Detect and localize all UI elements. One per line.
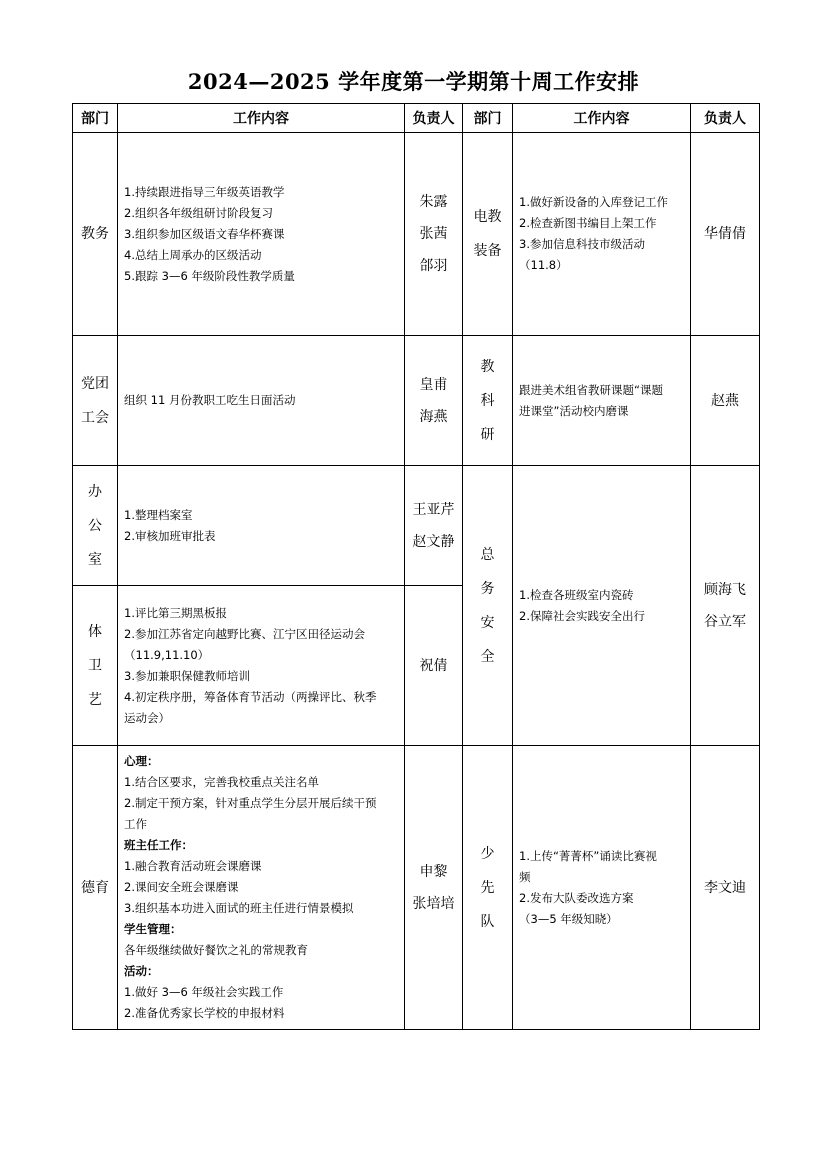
dept-char: 务	[480, 580, 495, 597]
dept-jiaowu: 教务	[73, 133, 118, 336]
header-content-2: 工作内容	[513, 104, 691, 133]
content-shaoxiandui	[513, 746, 691, 1030]
jiaowu-item: 5.跟踪 3—6 年级阶段性教学质量	[124, 268, 295, 283]
header-dept-2: 部门	[463, 104, 513, 133]
dept-char: 公	[88, 517, 102, 534]
content-jiaokeyan	[513, 336, 691, 466]
deyu-item: 2.课间安全班会课磨课	[124, 880, 239, 894]
dept-bangongshi	[73, 466, 118, 586]
deyu-item: 各年级继续做好餐饮之礼的常规教育	[124, 943, 308, 957]
zongwu-item: 1.检查各班级室内瓷砖	[519, 587, 634, 602]
content-dianjiao	[513, 133, 691, 336]
owner-name: 皇甫	[419, 376, 448, 393]
owner-deyu	[405, 746, 463, 1030]
dept-char: 工会	[81, 409, 109, 426]
owner-name: 赵文静	[412, 533, 455, 550]
owner-name: 张茜	[419, 226, 448, 242]
shaoxiandui-item: （3—5 年级知晓）	[519, 911, 618, 926]
dept-char: 科	[480, 392, 495, 409]
content-zongwu	[513, 466, 691, 746]
row-dangtuan	[73, 336, 760, 466]
header-content: 工作内容	[118, 104, 405, 133]
row-bangongshi	[73, 466, 760, 586]
jiaowu-item: 2.组织各年级组研讨阶段复习	[124, 205, 273, 220]
dept-char: 体	[88, 623, 102, 640]
tiweiyi-item: 2.参加江苏省定向越野比赛、江宁区田径运动会	[124, 626, 365, 641]
dept-char: 总	[480, 546, 495, 563]
owner-name: 郃羽	[419, 258, 448, 274]
header-dept: 部门	[73, 104, 118, 133]
owner-name: 张培培	[412, 895, 455, 912]
dianjiao-item: 1.做好新设备的入库登记工作	[519, 195, 668, 209]
content-dangtuan	[118, 336, 405, 466]
schedule-table	[72, 103, 760, 1030]
deyu-item: 工作	[124, 817, 147, 831]
dept-char: 教	[480, 358, 495, 375]
dept-char: 先	[480, 879, 495, 896]
tiweiyi-item: （11.9,11.10）	[124, 647, 210, 662]
row-deyu	[73, 746, 760, 1030]
owner-jiaowu	[405, 133, 463, 336]
tiweiyi-item: 4.初定秩序册，筹备体育节活动（两操评比、秋季	[124, 689, 377, 704]
shaoxiandui-item: 2.发布大队委改选方案	[519, 890, 634, 905]
jiaowu-item: 4.总结上周承办的区级活动	[124, 247, 262, 262]
dept-dianjiao	[463, 133, 513, 336]
header-owner-2: 负责人	[691, 104, 760, 133]
dept-char: 少	[480, 845, 495, 862]
zongwu-item: 2.保障社会实践安全出行	[519, 608, 645, 623]
owner-name: 海燕	[419, 408, 448, 425]
dept-char: 办	[88, 483, 102, 500]
page-title: 2024—2025 学年度第一学期第十周工作安排	[187, 69, 640, 94]
jiaowu-item: 3.组织参加区级语文春华杯赛课	[124, 226, 285, 241]
row-jiaowu	[73, 133, 760, 336]
dept-char: 安	[480, 614, 495, 631]
section-heading: 班主任工作：	[124, 838, 193, 852]
dept-shaoxiandui	[463, 746, 513, 1030]
dept-char: 研	[480, 426, 495, 443]
owner-shaoxiandui: 李文迪	[691, 746, 760, 1030]
content-tiweiyi	[118, 586, 405, 746]
owner-name: 顾海飞	[704, 581, 746, 598]
dangtuan-item: 组织 11 月份教职工吃生日面活动	[124, 393, 296, 407]
dept-jiaokeyan	[463, 336, 513, 466]
dept-char: 电教	[473, 209, 502, 225]
dept-char: 艺	[88, 691, 102, 708]
owner-jiaokeyan: 赵燕	[691, 336, 760, 466]
tiweiyi-item: 1.评比第三期黑板报	[124, 605, 227, 620]
dept-tiweiyi	[73, 586, 118, 746]
dianjiao-item: 2.检查新图书编目上架工作	[519, 216, 657, 230]
dept-char: 室	[88, 551, 102, 568]
tiweiyi-item: 运动会）	[124, 710, 170, 725]
dept-dangtuan	[73, 336, 118, 466]
dept-deyu: 德育	[73, 746, 118, 1030]
bangongshi-item: 2.审核加班审批表	[124, 528, 216, 543]
owner-name: 朱露	[419, 194, 448, 210]
deyu-item: 1.融合教育活动班会课磨课	[124, 859, 262, 873]
dept-char: 党团	[81, 375, 109, 392]
owner-tiweiyi: 祝倩	[405, 586, 463, 746]
owner-name: 王亚芹	[412, 501, 455, 518]
bangongshi-item: 1.整理档案室	[124, 507, 193, 522]
jiaokeyan-item: 进课堂”活动校内磨课	[519, 403, 629, 418]
dept-char: 装备	[473, 243, 502, 259]
dianjiao-item: （11.8）	[519, 258, 568, 272]
content-bangongshi	[118, 466, 405, 586]
owner-name: 谷立军	[704, 613, 746, 630]
owner-bangongshi	[405, 466, 463, 586]
jiaowu-item: 1.持续跟进指导三年级英语教学	[124, 184, 285, 199]
shaoxiandui-item: 1.上传“菁菁杯”诵读比赛视	[519, 848, 657, 863]
content-deyu	[118, 746, 405, 1030]
dept-zongwu	[463, 466, 513, 746]
deyu-item: 1.做好 3—6 年级社会实践工作	[124, 985, 284, 999]
shaoxiandui-item: 频	[519, 869, 531, 884]
owner-dianjiao: 华倩倩	[691, 133, 760, 336]
deyu-item: 2.准备优秀家长学校的申报材料	[124, 1006, 285, 1020]
deyu-item: 3.组织基本功进入面试的班主任进行情景模拟	[124, 901, 354, 915]
dept-char: 队	[480, 913, 495, 930]
tiweiyi-item: 3.参加兼职保健教师培训	[124, 668, 250, 683]
dianjiao-item: 3.参加信息科技市级活动	[519, 237, 645, 251]
header-owner: 负责人	[405, 104, 463, 133]
owner-zongwu	[691, 466, 760, 746]
owner-name: 申黎	[419, 863, 448, 880]
owner-dangtuan	[405, 336, 463, 466]
dept-char: 全	[480, 648, 495, 665]
section-heading: 学生管理：	[124, 922, 182, 936]
dept-char: 卫	[88, 657, 102, 674]
header-row	[73, 104, 760, 133]
deyu-item: 2.制定干预方案，针对重点学生分层开展后续干预	[124, 796, 377, 810]
deyu-item: 1.结合区要求，完善我校重点关注名单	[124, 775, 319, 789]
section-heading: 活动：	[124, 964, 159, 978]
jiaokeyan-item: 跟进美术组省教研课题“课题	[519, 382, 663, 397]
section-heading: 心理：	[124, 754, 159, 768]
content-jiaowu	[118, 133, 405, 336]
